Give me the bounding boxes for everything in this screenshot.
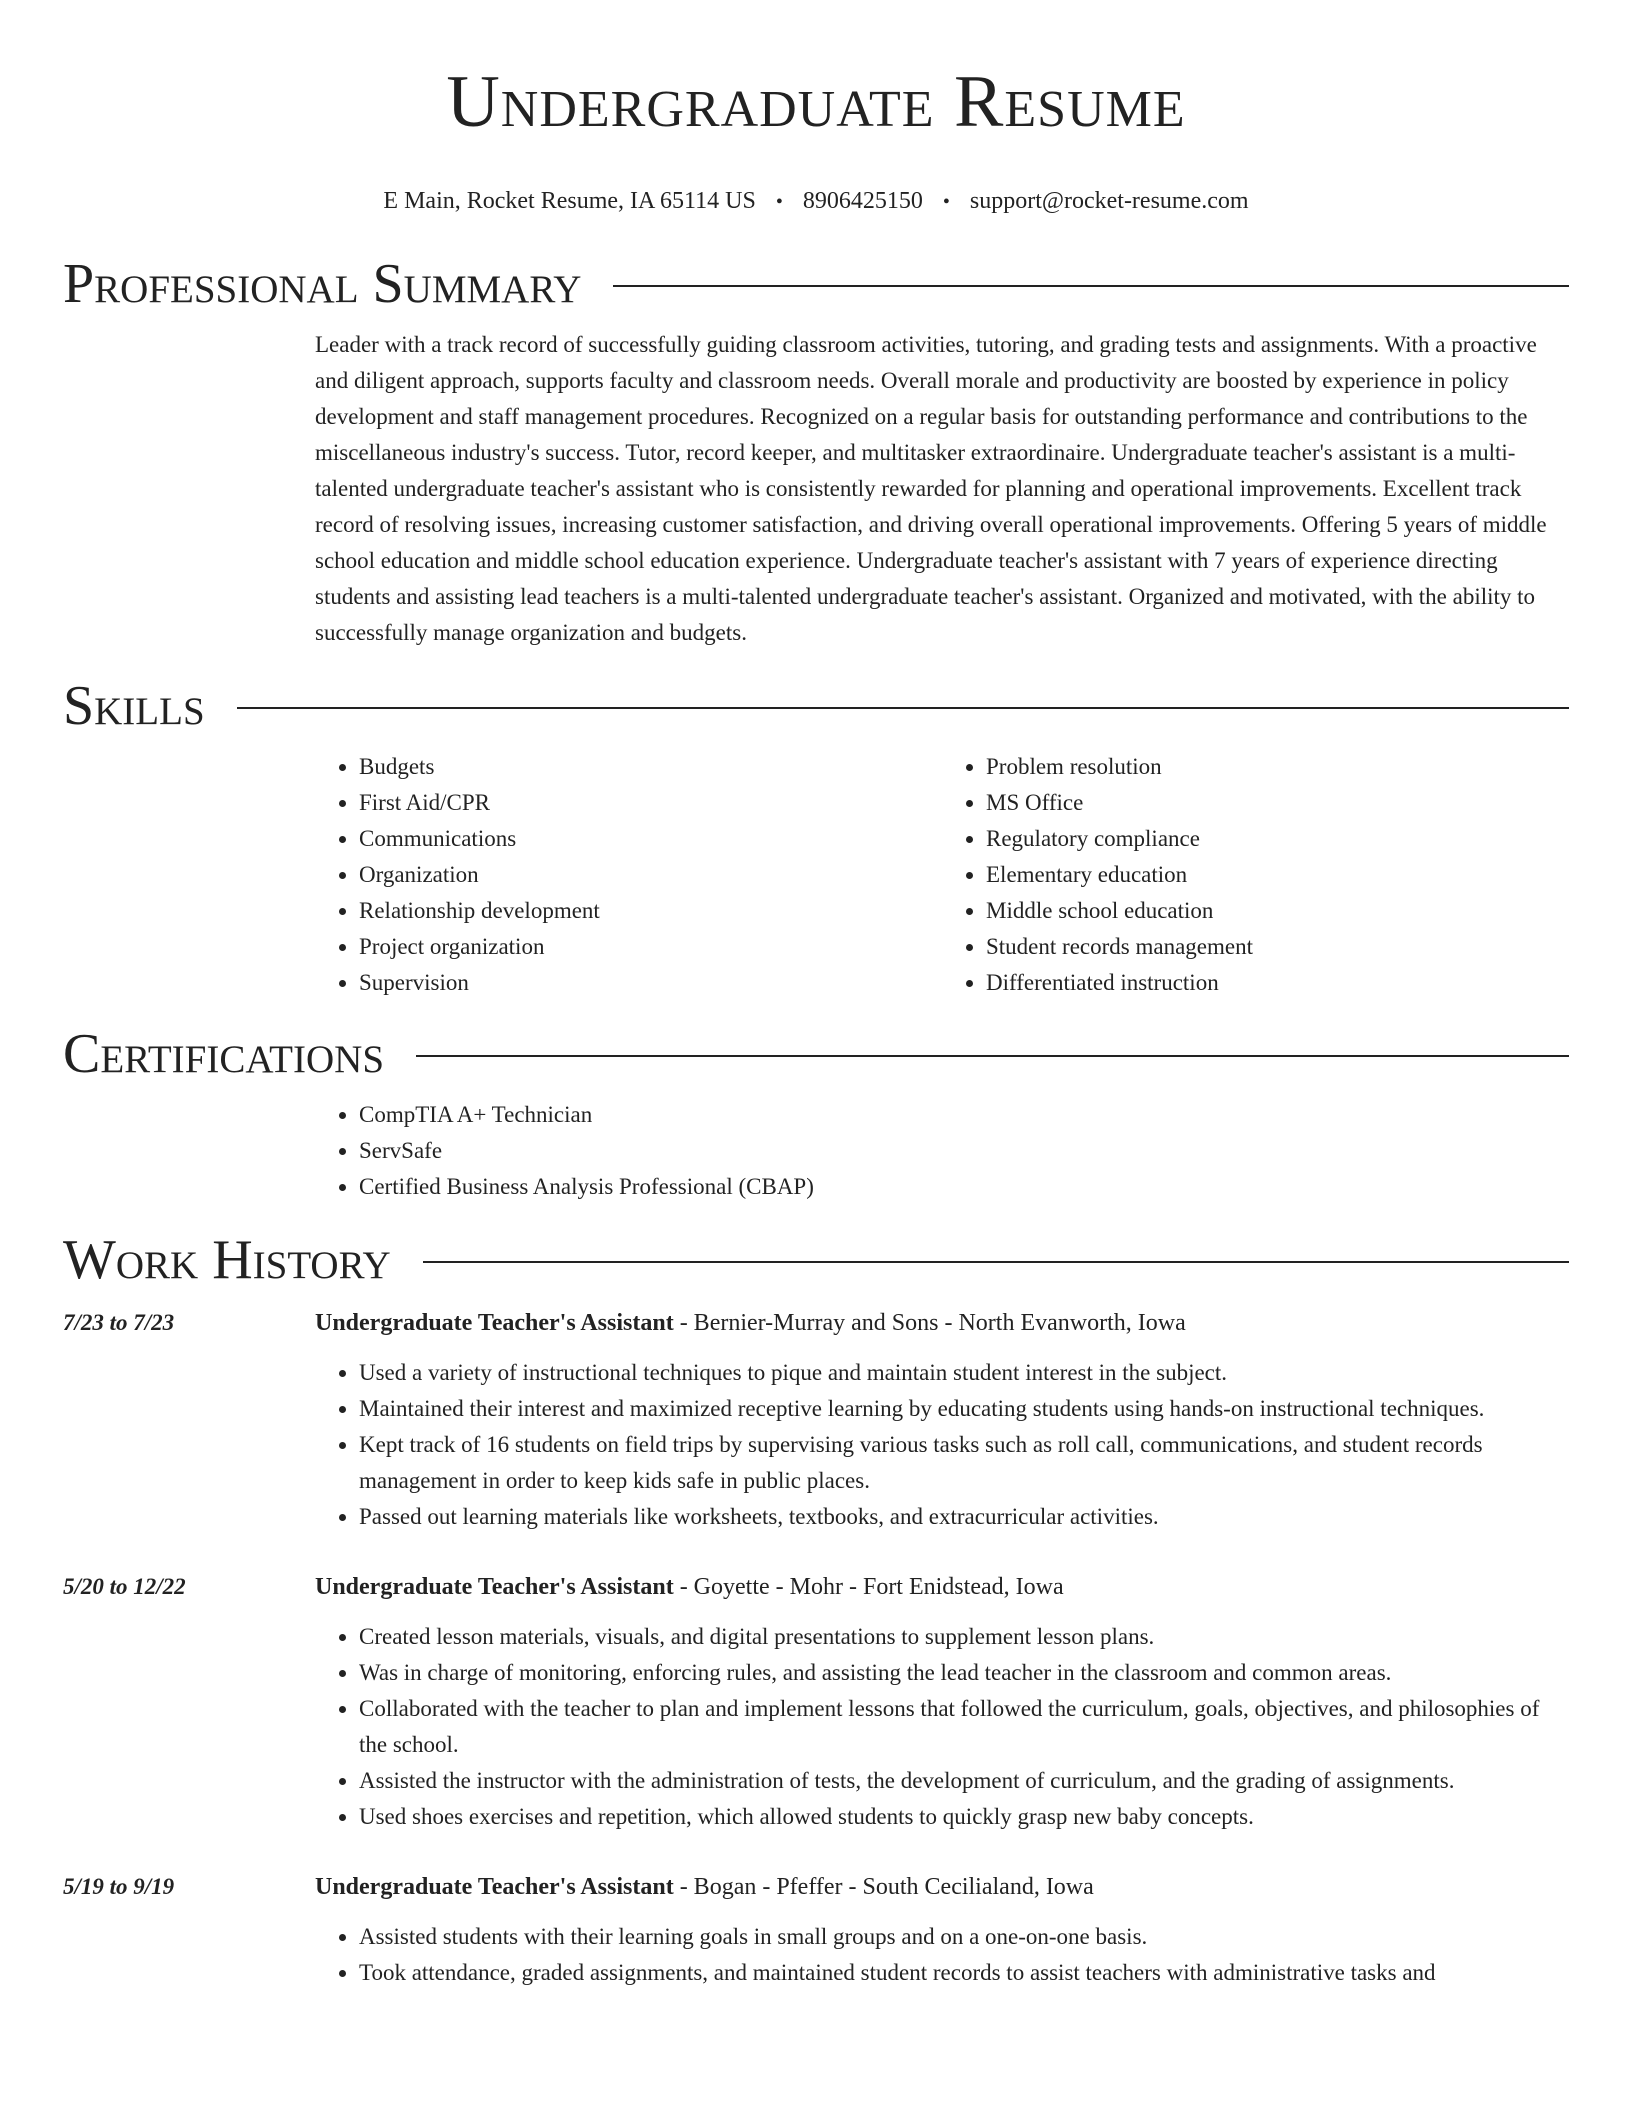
skills-list-left — [315, 749, 942, 1001]
job-title: Undergraduate Teacher's Assistant — [315, 1574, 674, 1600]
certification-item: • ServSafe — [359, 1133, 1569, 1169]
skill-item: • Supervision — [359, 965, 942, 1001]
job-header — [315, 1305, 1569, 1341]
job-entry — [63, 1305, 1569, 1535]
skills-list-right — [942, 749, 1569, 1001]
summary-text: Leader with a track record of successfully guiding classroom activities, tutoring, and grading tests and assignments. With a proactive and diligent approach, supports faculty and classroom needs. Overall morale and productivity are boosted by experience in policy development and staff management procedures. Recognized on a regular basis for outstanding performance and contributions to the miscellaneous industry's success. Tutor, record keeper, and multitasker extraordinaire. Undergraduate teacher's assistant is a multi-talented undergraduate teacher's assistant who is consistently rewarded for planning and operational improvements. Excellent track record of resolving issues, increasing customer satisfaction, and driving overall operational improvements. Offering 5 years of middle school education and middle school education experience. Undergraduate teacher's assistant with 7 years of experience directing students and assisting lead teachers is a multi-talented undergraduate teacher's assistant. Organized and motivated, with the ability to successfully manage organization and budgets. — [315, 332, 1547, 645]
job-bullet: • Used a variety of instructional techniques to pique and maintain student interest in the subject. — [359, 1355, 1569, 1391]
job-bullet: • Assisted students with their learning goals in small groups and on a one-on-one basis. — [359, 1919, 1569, 1955]
skill-item: • Middle school education — [986, 893, 1569, 929]
job-main — [315, 1305, 1569, 1535]
job-title: Undergraduate Teacher's Assistant — [315, 1874, 674, 1900]
contact-phone: 8906425150 — [802, 188, 923, 214]
skills-body — [315, 749, 1569, 1001]
contact-email: support@rocket-resume.com — [969, 188, 1249, 214]
skill-item: • Problem resolution — [986, 749, 1569, 785]
summary-section-header — [63, 251, 1569, 317]
work-section-header — [63, 1227, 1569, 1293]
skill-item: • First Aid/CPR — [359, 785, 942, 821]
skills-section-header — [63, 673, 1569, 739]
job-dates: 5/19 to 9/19 — [63, 1874, 175, 1899]
contact-separator: • — [942, 191, 950, 213]
skills-heading: Skills — [63, 675, 205, 737]
contact-line — [63, 186, 1569, 217]
job-header — [315, 1869, 1569, 1905]
skill-item: • Budgets — [359, 749, 942, 785]
skill-item: • Regulatory compliance — [986, 821, 1569, 857]
contact-address: E Main, Rocket Resume, IA 65114 US — [383, 188, 756, 214]
job-employer: - Bogan - Pfeffer - South Cecilialand, Iowa — [673, 1874, 1094, 1900]
certification-item: • Certified Business Analysis Professional (CBAP) — [359, 1169, 1569, 1205]
job-bullet: • Maintained their interest and maximized receptive learning by educating students using hands-on instructional techniques. — [359, 1391, 1569, 1427]
section-divider — [423, 1261, 1569, 1263]
job-bullets — [315, 1619, 1569, 1835]
skill-item: • Relationship development — [359, 893, 942, 929]
work-heading: Work History — [63, 1229, 391, 1291]
job-main — [315, 1869, 1569, 1991]
skill-item: • Student records management — [986, 929, 1569, 965]
job-bullet: • Kept track of 16 students on field trips by supervising various tasks such as roll call, communications, and student records management in order to keep kids safe in public places. — [359, 1427, 1569, 1499]
contact-separator: • — [775, 191, 783, 213]
job-bullets — [315, 1355, 1569, 1535]
certifications-body — [315, 1097, 1569, 1205]
skill-item: • Project organization — [359, 929, 942, 965]
job-dates: 7/23 to 7/23 — [63, 1310, 175, 1335]
job-entry — [63, 1869, 1569, 1991]
skill-item: • Organization — [359, 857, 942, 893]
skills-grid — [315, 749, 1569, 1001]
section-divider — [237, 707, 1569, 709]
job-entry — [63, 1569, 1569, 1835]
certifications-list — [315, 1097, 1569, 1205]
job-bullet: • Used shoes exercises and repetition, which allowed students to quickly grasp new baby concepts. — [359, 1799, 1569, 1835]
skill-item: • Differentiated instruction — [986, 965, 1569, 1001]
skill-item: • Elementary education — [986, 857, 1569, 893]
summary-heading: Professional Summary — [63, 253, 582, 315]
job-header — [315, 1569, 1569, 1605]
job-bullet: • Collaborated with the teacher to plan and implement lessons that followed the curriculum, goals, objectives, and philosophies of the school. — [359, 1691, 1569, 1763]
job-title: Undergraduate Teacher's Assistant — [315, 1310, 674, 1336]
resume-title: Undergraduate Resume — [446, 61, 1186, 143]
certifications-section-header — [63, 1021, 1569, 1087]
job-main — [315, 1569, 1569, 1835]
skill-item: • Communications — [359, 821, 942, 857]
job-bullets — [315, 1919, 1569, 1991]
job-bullet: • Passed out learning materials like worksheets, textbooks, and extracurricular activities. — [359, 1499, 1569, 1535]
summary-body — [315, 327, 1569, 651]
job-bullet: • Was in charge of monitoring, enforcing rules, and assisting the lead teacher in the classroom and common areas. — [359, 1655, 1569, 1691]
certification-item: • CompTIA A+ Technician — [359, 1097, 1569, 1133]
job-bullet: • Assisted the instructor with the administration of tests, the development of curriculum, and the grading of assignments. — [359, 1763, 1569, 1799]
job-employer: - Bernier-Murray and Sons - North Evanworth, Iowa — [673, 1310, 1186, 1336]
job-employer: - Goyette - Mohr - Fort Enidstead, Iowa — [673, 1574, 1064, 1600]
job-bullet: • Created lesson materials, visuals, and digital presentations to supplement lesson plans. — [359, 1619, 1569, 1655]
job-bullet: • Took attendance, graded assignments, and maintained student records to assist teachers with administrative tasks and — [359, 1955, 1569, 1991]
skill-item: • MS Office — [986, 785, 1569, 821]
certifications-heading: Certifications — [63, 1023, 385, 1085]
section-divider — [613, 285, 1569, 287]
job-dates: 5/20 to 12/22 — [63, 1574, 186, 1599]
section-divider — [416, 1055, 1569, 1057]
